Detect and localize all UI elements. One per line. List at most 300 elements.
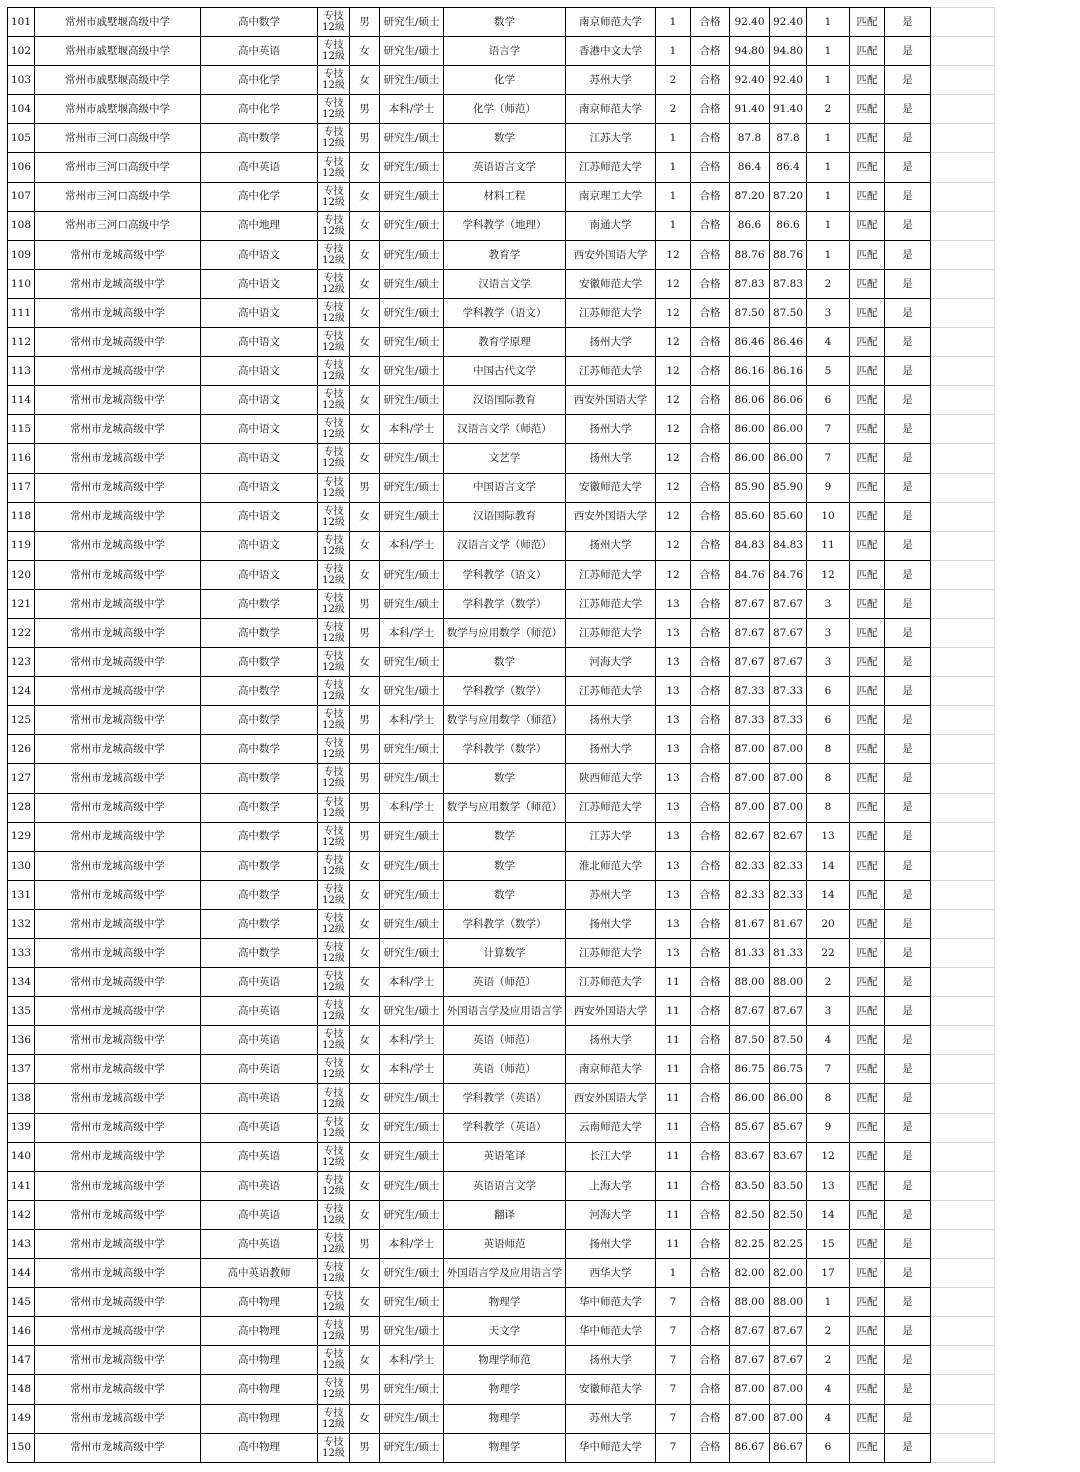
education-degree: 本科/学士 — [380, 95, 444, 124]
row-number: 135 — [8, 997, 35, 1026]
gender: 女 — [350, 1171, 380, 1200]
match-status: 匹配 — [850, 37, 885, 66]
match-status: 匹配 — [850, 880, 885, 909]
category: 专技 — [323, 272, 344, 284]
row-number: 101 — [8, 8, 35, 37]
school-name: 常州市龙城高级中学 — [35, 1055, 201, 1084]
total-score: 87.00 — [770, 793, 807, 822]
position-level — [318, 1200, 350, 1229]
qualification-result: 合格 — [691, 37, 730, 66]
empty-cell — [931, 531, 995, 560]
position-level — [318, 560, 350, 589]
empty-cell — [931, 939, 995, 968]
written-score: 86.46 — [730, 328, 770, 357]
education-degree: 研究生/硕士 — [380, 386, 444, 415]
school-name: 常州市龙城高级中学 — [35, 357, 201, 386]
gender: 女 — [350, 37, 380, 66]
written-score: 86.06 — [730, 386, 770, 415]
rank: 1 — [807, 240, 850, 269]
table-row — [8, 909, 1057, 938]
recruit-quota: 11 — [656, 1055, 691, 1084]
position-level — [318, 880, 350, 909]
total-score: 88.76 — [770, 240, 807, 269]
university: 扬州大学 — [566, 1026, 656, 1055]
grade: 12级 — [322, 1156, 345, 1168]
recruit-quota: 7 — [656, 1317, 691, 1346]
category: 专技 — [323, 1436, 344, 1448]
university: 西安外国语大学 — [566, 386, 656, 415]
recruit-quota: 13 — [656, 851, 691, 880]
empty-cell — [931, 1317, 995, 1346]
hire-flag: 是 — [885, 1259, 931, 1288]
row-number: 148 — [8, 1375, 35, 1404]
rank: 4 — [807, 328, 850, 357]
grade: 12级 — [322, 923, 345, 935]
hire-flag: 是 — [885, 1433, 931, 1462]
row-number: 117 — [8, 473, 35, 502]
education-degree: 研究生/硕士 — [380, 939, 444, 968]
hire-flag: 是 — [885, 1317, 931, 1346]
hire-flag: 是 — [885, 880, 931, 909]
position-level — [318, 618, 350, 647]
total-score: 88.00 — [770, 968, 807, 997]
qualification-result: 合格 — [691, 706, 730, 735]
school-name: 常州市龙城高级中学 — [35, 1229, 201, 1258]
category: 专技 — [323, 592, 344, 604]
grade: 12级 — [322, 429, 345, 441]
hire-flag: 是 — [885, 240, 931, 269]
table-row — [8, 1317, 1057, 1346]
written-score: 87.33 — [730, 706, 770, 735]
table-body — [8, 8, 1057, 1463]
category: 专技 — [323, 476, 344, 488]
grade: 12级 — [322, 109, 345, 121]
gender: 女 — [350, 531, 380, 560]
rank: 14 — [807, 851, 850, 880]
row-number: 106 — [8, 153, 35, 182]
hire-flag: 是 — [885, 1113, 931, 1142]
row-number: 141 — [8, 1171, 35, 1200]
match-status: 匹配 — [850, 8, 885, 37]
major: 汉语言文学（师范） — [444, 531, 566, 560]
gender: 女 — [350, 357, 380, 386]
total-score: 87.67 — [770, 618, 807, 647]
category: 专技 — [323, 1058, 344, 1070]
category: 专技 — [323, 709, 344, 721]
row-number: 124 — [8, 677, 35, 706]
position-name: 高中英语教师 — [201, 1259, 318, 1288]
empty-cell — [931, 880, 995, 909]
university: 江苏师范大学 — [566, 357, 656, 386]
written-score: 87.67 — [730, 618, 770, 647]
education-degree: 本科/学士 — [380, 1346, 444, 1375]
school-name: 常州市龙城高级中学 — [35, 502, 201, 531]
match-status: 匹配 — [850, 240, 885, 269]
position-name: 高中英语 — [201, 1113, 318, 1142]
gender: 女 — [350, 66, 380, 95]
category: 专技 — [323, 767, 344, 779]
grade: 12级 — [322, 167, 345, 179]
grade: 12级 — [322, 982, 345, 994]
rank: 20 — [807, 909, 850, 938]
recruit-quota: 12 — [656, 269, 691, 298]
row-number: 144 — [8, 1259, 35, 1288]
rank: 5 — [807, 357, 850, 386]
position-level — [318, 1084, 350, 1113]
position-level — [318, 124, 350, 153]
category: 专技 — [323, 622, 344, 634]
category: 专技 — [323, 1232, 344, 1244]
match-status: 匹配 — [850, 560, 885, 589]
table-row — [8, 1433, 1057, 1462]
empty-cell — [931, 1084, 995, 1113]
hire-flag: 是 — [885, 153, 931, 182]
hire-flag: 是 — [885, 1375, 931, 1404]
empty-cell — [931, 1171, 995, 1200]
position-name: 高中数学 — [201, 764, 318, 793]
school-name: 常州市龙城高级中学 — [35, 1346, 201, 1375]
rank: 3 — [807, 618, 850, 647]
major: 计算数学 — [444, 939, 566, 968]
school-name: 常州市龙城高级中学 — [35, 997, 201, 1026]
position-level — [318, 968, 350, 997]
position-level — [318, 1404, 350, 1433]
match-status: 匹配 — [850, 502, 885, 531]
recruit-quota: 11 — [656, 1229, 691, 1258]
written-score: 84.76 — [730, 560, 770, 589]
grade: 12级 — [322, 720, 345, 732]
education-degree: 本科/学士 — [380, 968, 444, 997]
university: 南京师范大学 — [566, 1055, 656, 1084]
written-score: 88.76 — [730, 240, 770, 269]
major: 英语（师范） — [444, 1055, 566, 1084]
written-score: 82.00 — [730, 1259, 770, 1288]
total-score: 87.67 — [770, 1317, 807, 1346]
grade: 12级 — [322, 400, 345, 412]
row-number: 133 — [8, 939, 35, 968]
category: 专技 — [323, 40, 344, 52]
major: 数学 — [444, 124, 566, 153]
school-name: 常州市龙城高级中学 — [35, 1026, 201, 1055]
table-row — [8, 1229, 1057, 1258]
hire-flag: 是 — [885, 415, 931, 444]
qualification-result: 合格 — [691, 880, 730, 909]
position-name: 高中语文 — [201, 444, 318, 473]
written-score: 86.4 — [730, 153, 770, 182]
hire-flag: 是 — [885, 531, 931, 560]
qualification-result: 合格 — [691, 269, 730, 298]
education-degree: 研究生/硕士 — [380, 66, 444, 95]
hire-flag: 是 — [885, 444, 931, 473]
recruit-quota: 1 — [656, 1259, 691, 1288]
table-row — [8, 1346, 1057, 1375]
major: 教育学 — [444, 240, 566, 269]
university: 江苏师范大学 — [566, 153, 656, 182]
major: 英语语言文学 — [444, 1171, 566, 1200]
major: 英语笔译 — [444, 1142, 566, 1171]
empty-cell — [931, 473, 995, 502]
table-row — [8, 997, 1057, 1026]
education-degree: 研究生/硕士 — [380, 124, 444, 153]
university: 云南师范大学 — [566, 1113, 656, 1142]
qualification-result: 合格 — [691, 182, 730, 211]
total-score: 83.50 — [770, 1171, 807, 1200]
qualification-result: 合格 — [691, 473, 730, 502]
school-name: 常州市龙城高级中学 — [35, 1288, 201, 1317]
school-name: 常州市龙城高级中学 — [35, 968, 201, 997]
position-name: 高中物理 — [201, 1346, 318, 1375]
rank: 2 — [807, 1346, 850, 1375]
hire-flag: 是 — [885, 560, 931, 589]
hire-flag: 是 — [885, 1142, 931, 1171]
recruit-quota: 7 — [656, 1346, 691, 1375]
position-level — [318, 415, 350, 444]
rank: 6 — [807, 1433, 850, 1462]
position-name: 高中语文 — [201, 473, 318, 502]
written-score: 86.00 — [730, 1084, 770, 1113]
table-row — [8, 182, 1057, 211]
hire-flag: 是 — [885, 37, 931, 66]
school-name: 常州市戚墅堰高级中学 — [35, 8, 201, 37]
recruit-quota: 11 — [656, 1113, 691, 1142]
table-row — [8, 589, 1057, 618]
row-number: 127 — [8, 764, 35, 793]
rank: 14 — [807, 880, 850, 909]
hire-flag: 是 — [885, 764, 931, 793]
hire-flag: 是 — [885, 8, 931, 37]
category: 专技 — [323, 651, 344, 663]
match-status: 匹配 — [850, 211, 885, 240]
row-number: 134 — [8, 968, 35, 997]
position-name: 高中数学 — [201, 677, 318, 706]
empty-cell — [931, 909, 995, 938]
rank: 8 — [807, 764, 850, 793]
category: 专技 — [323, 1203, 344, 1215]
qualification-result: 合格 — [691, 1259, 730, 1288]
education-degree: 本科/学士 — [380, 1055, 444, 1084]
qualification-result: 合格 — [691, 211, 730, 240]
gender: 男 — [350, 1229, 380, 1258]
school-name: 常州市龙城高级中学 — [35, 851, 201, 880]
empty-cell — [931, 328, 995, 357]
match-status: 匹配 — [850, 66, 885, 95]
recruit-quota: 11 — [656, 997, 691, 1026]
gender: 女 — [350, 1026, 380, 1055]
hire-flag: 是 — [885, 909, 931, 938]
hire-flag: 是 — [885, 618, 931, 647]
qualification-result: 合格 — [691, 677, 730, 706]
hire-flag: 是 — [885, 182, 931, 211]
university: 华中师范大学 — [566, 1317, 656, 1346]
university: 江苏大学 — [566, 124, 656, 153]
total-score: 82.33 — [770, 851, 807, 880]
category: 专技 — [323, 1378, 344, 1390]
qualification-result: 合格 — [691, 764, 730, 793]
grade: 12级 — [322, 283, 345, 295]
empty-cell — [931, 1026, 995, 1055]
empty-cell — [931, 66, 995, 95]
category: 专技 — [323, 680, 344, 692]
written-score: 88.00 — [730, 968, 770, 997]
row-number: 145 — [8, 1288, 35, 1317]
total-score: 87.20 — [770, 182, 807, 211]
gender: 女 — [350, 298, 380, 327]
grade: 12级 — [322, 633, 345, 645]
university: 西安外国语大学 — [566, 502, 656, 531]
grade: 12级 — [322, 691, 345, 703]
written-score: 82.67 — [730, 822, 770, 851]
grade: 12级 — [322, 487, 345, 499]
position-level — [318, 473, 350, 502]
match-status: 匹配 — [850, 851, 885, 880]
recruit-quota: 1 — [656, 37, 691, 66]
grade: 12级 — [322, 516, 345, 528]
grade: 12级 — [322, 1389, 345, 1401]
category: 专技 — [323, 825, 344, 837]
position-level — [318, 1259, 350, 1288]
university: 扬州大学 — [566, 531, 656, 560]
hire-flag: 是 — [885, 124, 931, 153]
category: 专技 — [323, 69, 344, 81]
recruit-quota: 13 — [656, 909, 691, 938]
qualification-result: 合格 — [691, 1200, 730, 1229]
hire-flag: 是 — [885, 968, 931, 997]
table-row — [8, 618, 1057, 647]
university: 扬州大学 — [566, 328, 656, 357]
written-score: 87.67 — [730, 997, 770, 1026]
major: 数学 — [444, 764, 566, 793]
education-degree: 研究生/硕士 — [380, 37, 444, 66]
major: 学科教学（数学） — [444, 909, 566, 938]
grade: 12级 — [322, 1011, 345, 1023]
school-name: 常州市龙城高级中学 — [35, 735, 201, 764]
category: 专技 — [323, 1145, 344, 1157]
major: 材料工程 — [444, 182, 566, 211]
recruit-quota: 1 — [656, 153, 691, 182]
qualification-result: 合格 — [691, 1229, 730, 1258]
match-status: 匹配 — [850, 473, 885, 502]
gender: 女 — [350, 1259, 380, 1288]
table-row — [8, 939, 1057, 968]
school-name: 常州市龙城高级中学 — [35, 706, 201, 735]
table-row — [8, 851, 1057, 880]
university: 南京师范大学 — [566, 8, 656, 37]
education-degree: 研究生/硕士 — [380, 502, 444, 531]
table-row — [8, 822, 1057, 851]
education-degree: 研究生/硕士 — [380, 764, 444, 793]
gender: 女 — [350, 851, 380, 880]
row-number: 120 — [8, 560, 35, 589]
hire-flag: 是 — [885, 793, 931, 822]
grade: 12级 — [322, 894, 345, 906]
grade: 12级 — [322, 458, 345, 470]
category: 专技 — [323, 563, 344, 575]
major: 物理学师范 — [444, 1346, 566, 1375]
row-number: 143 — [8, 1229, 35, 1258]
rank: 11 — [807, 531, 850, 560]
written-score: 87.8 — [730, 124, 770, 153]
empty-cell — [931, 1259, 995, 1288]
position-level — [318, 677, 350, 706]
school-name: 常州市龙城高级中学 — [35, 444, 201, 473]
qualification-result: 合格 — [691, 1288, 730, 1317]
position-level — [318, 1113, 350, 1142]
position-name: 高中数学 — [201, 909, 318, 938]
total-score: 87.33 — [770, 677, 807, 706]
university: 南通大学 — [566, 211, 656, 240]
written-score: 86.00 — [730, 415, 770, 444]
table-row — [8, 1404, 1057, 1433]
gender: 女 — [350, 909, 380, 938]
gender: 女 — [350, 677, 380, 706]
row-number: 103 — [8, 66, 35, 95]
position-level — [318, 95, 350, 124]
position-name: 高中英语 — [201, 1229, 318, 1258]
major: 英语师范 — [444, 1229, 566, 1258]
school-name: 常州市龙城高级中学 — [35, 298, 201, 327]
position-level — [318, 1171, 350, 1200]
education-degree: 研究生/硕士 — [380, 909, 444, 938]
major: 翻译 — [444, 1200, 566, 1229]
education-degree: 研究生/硕士 — [380, 677, 444, 706]
grade: 12级 — [322, 1098, 345, 1110]
category: 专技 — [323, 796, 344, 808]
row-number: 104 — [8, 95, 35, 124]
match-status: 匹配 — [850, 1200, 885, 1229]
rank: 1 — [807, 1288, 850, 1317]
written-score: 86.67 — [730, 1433, 770, 1462]
university: 西华大学 — [566, 1259, 656, 1288]
grade: 12级 — [322, 22, 345, 34]
position-name: 高中数学 — [201, 880, 318, 909]
position-level — [318, 735, 350, 764]
qualification-result: 合格 — [691, 1113, 730, 1142]
row-number: 109 — [8, 240, 35, 269]
rank: 22 — [807, 939, 850, 968]
gender: 女 — [350, 1055, 380, 1084]
gender: 女 — [350, 968, 380, 997]
match-status: 匹配 — [850, 386, 885, 415]
position-level — [318, 328, 350, 357]
school-name: 常州市龙城高级中学 — [35, 1259, 201, 1288]
written-score: 87.00 — [730, 1404, 770, 1433]
match-status: 匹配 — [850, 735, 885, 764]
recruit-quota: 13 — [656, 880, 691, 909]
match-status: 匹配 — [850, 95, 885, 124]
table-row — [8, 735, 1057, 764]
university: 扬州大学 — [566, 735, 656, 764]
education-degree: 研究生/硕士 — [380, 560, 444, 589]
education-degree: 研究生/硕士 — [380, 328, 444, 357]
table-row — [8, 37, 1057, 66]
written-score: 83.67 — [730, 1142, 770, 1171]
university: 江苏师范大学 — [566, 589, 656, 618]
written-score: 87.20 — [730, 182, 770, 211]
school-name: 常州市三河口高级中学 — [35, 182, 201, 211]
table-row — [8, 1084, 1057, 1113]
recruit-quota: 7 — [656, 1404, 691, 1433]
category: 专技 — [323, 98, 344, 110]
university: 淮北师范大学 — [566, 851, 656, 880]
table-row — [8, 328, 1057, 357]
recruit-quota: 12 — [656, 444, 691, 473]
school-name: 常州市龙城高级中学 — [35, 909, 201, 938]
gender: 女 — [350, 997, 380, 1026]
gender: 女 — [350, 1142, 380, 1171]
school-name: 常州市三河口高级中学 — [35, 211, 201, 240]
category: 专技 — [323, 1407, 344, 1419]
position-level — [318, 1055, 350, 1084]
